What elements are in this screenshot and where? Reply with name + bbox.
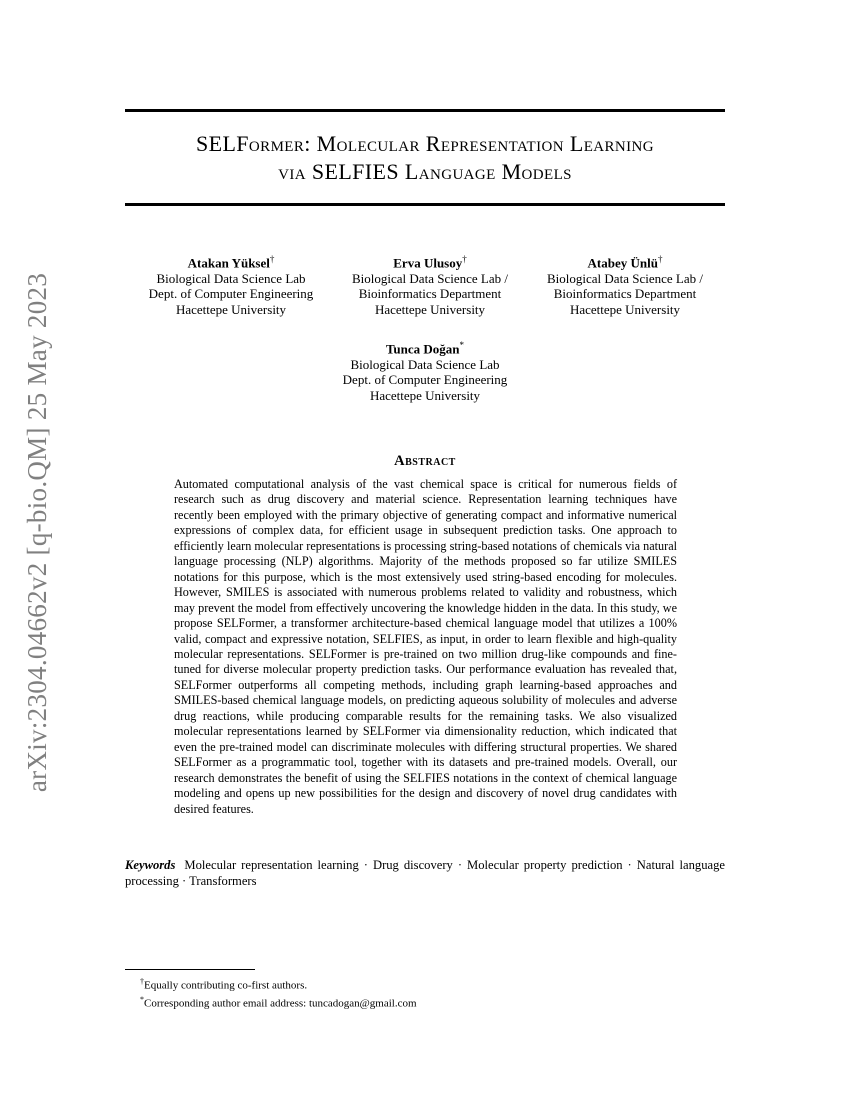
author-affiliation-line: Hacettepe University [369, 387, 481, 403]
author-affiliation-line: Hacettepe University [374, 301, 486, 317]
author-name: Tunca Doğan* [385, 340, 465, 357]
author-affiliation-line: Bioinformatics Department [358, 286, 502, 302]
author-block [330, 252, 530, 317]
footnote-mark: * [140, 994, 144, 1004]
keywords-label: Keywords [125, 858, 176, 872]
author-affiliation-line: Biological Data Science Lab / [352, 270, 508, 286]
author-name: Atabey Ünlü† [587, 254, 663, 271]
author-affiliation-line: Hacettepe University [175, 301, 287, 317]
author-name: Atakan Yüksel† [187, 254, 275, 271]
author-block [325, 338, 525, 403]
footnote-mark: † [140, 977, 144, 986]
footnote: *Corresponding author email address: tuncadogan@gmail.com [140, 994, 417, 1010]
title-top-rule [125, 109, 725, 112]
author-affiliation-line: Dept. of Computer Engineering [148, 286, 314, 302]
author-affiliation-line: Hacettepe University [569, 301, 681, 317]
author-affiliation-line: Bioinformatics Department [553, 286, 697, 302]
author-name: Erva Ulusoy† [393, 254, 467, 271]
paper-title-line-1: SELFormer: Molecular Representation Learning [195, 131, 655, 156]
paper-title-line-2: via SELFIES Language Models [278, 159, 572, 184]
arxiv-identifier-text: arXiv:2304.04662v2 [q-bio.QM] 25 May 2023 [22, 272, 53, 792]
arxiv-identifier-stamp [18, 262, 58, 802]
author-affiliation-line: Biological Data Science Lab [156, 270, 306, 286]
author-mark: † [462, 254, 467, 264]
author-affiliation-line: Dept. of Computer Engineering [342, 372, 508, 388]
keywords-paragraph [125, 858, 725, 889]
title-bottom-rule [125, 203, 725, 206]
footnote-rule [125, 969, 255, 970]
author-mark: † [657, 254, 663, 264]
author-affiliation-line: Biological Data Science Lab / [547, 270, 703, 286]
abstract-heading: Abstract [394, 453, 456, 469]
author-affiliation-line: Biological Data Science Lab [350, 356, 500, 372]
author-block [525, 252, 725, 317]
abstract-text: Automated computational analysis of the vast chemical space is critical for numerous fields of research such as drug discovery and material science. Representation learning techniques have recently been employed with the primary objective of generating compact and informative numerical expressions of complex data, for efficient usage in subsequent prediction tasks. One approach to efficiently learn molecular representations is processing string-based notations of chemicals via natural language processing (NLP) algorithms. Majority of the methods proposed so far utilize SMILES notations for this purpose, which is the most extensively used string-based encoding for molecules. However, SMILES is associated with numerous problems related to validity and robustness, which may prevent the model from effectively uncovering the knowledge hidden in the data. In this study, we propose SELFormer, a transformer architecture-based chemical language model that utilizes a 100% valid, compact and expressive notation, SELFIES, as input, in order to learn flexible and high-quality molecular representations. SELFormer is pre-trained on two million drug-like compounds and fine-tuned for diverse molecular property prediction tasks. Our performance evaluation has revealed that, SELFormer outperforms all competing methods, including graph learning-based approaches and SMILES-based chemical language models, on predicting aqueous solubility of molecules and adverse drug reactions, while producing comparable results for the remaining tasks. We also visualized molecular representations learned by SELFormer via dimensionality reduction, which indicated that even the pre-trained model can discriminate molecules with differing structural properties. We shared SELFormer as a programmatic tool, together with its datasets and pre-trained models. Overall, our research demonstrates the benefit of using the SELFIES notations in the context of chemical language modeling and opens up new possibilities for the design and discovery of novel drug candidates with desired features. [174, 477, 677, 816]
paper-title [125, 130, 725, 186]
author-block [130, 252, 332, 317]
author-mark: † [269, 254, 275, 264]
keywords-text: Molecular representation learning · Drug discovery · Molecular property prediction · Natural language processing · Transformers [125, 858, 725, 888]
footnotes [140, 975, 720, 1010]
footnote: †Equally contributing co-first authors. [140, 977, 308, 992]
author-mark: * [459, 340, 465, 350]
